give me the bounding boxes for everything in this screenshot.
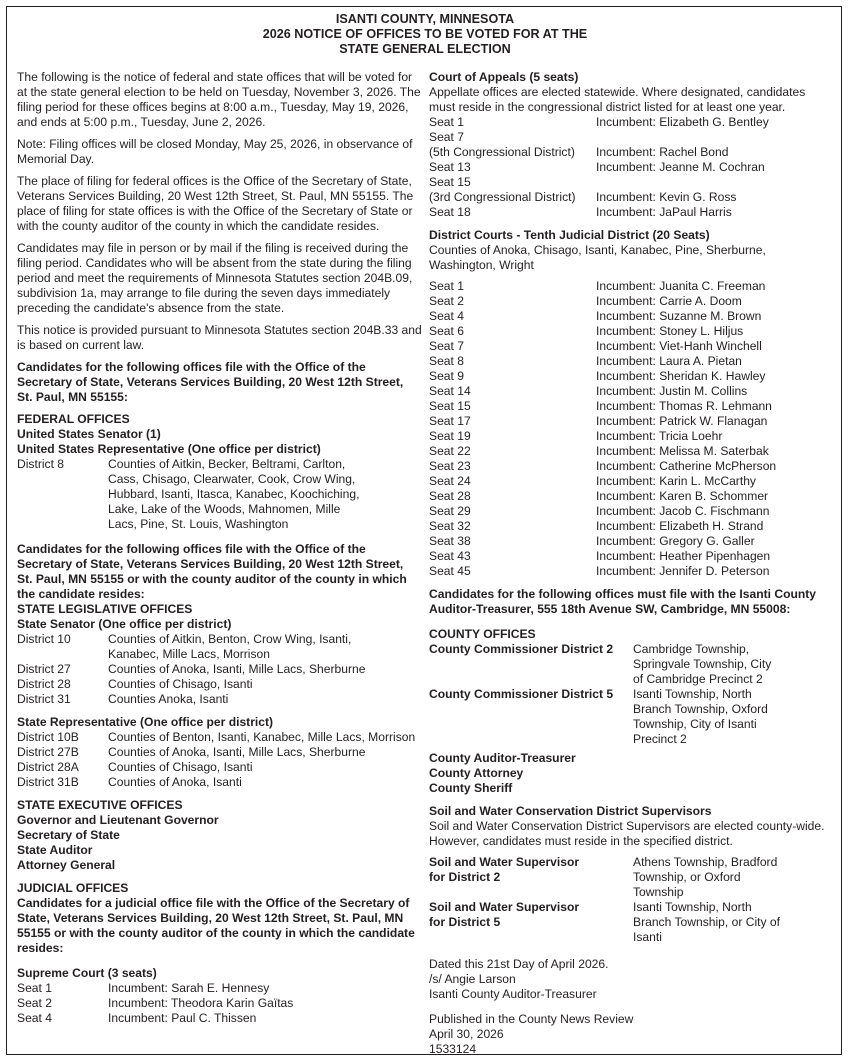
notice-id: 1533124 (429, 1042, 477, 1056)
county-office: County Auditor-Treasurer (429, 751, 576, 765)
swcd-note: Soil and Water Conservation District Supervisors are elected county-wide. However, candidates must reside in the specified district. (429, 819, 825, 848)
district-counties: Counties of Anoka, Chisago, Isanti, Kanabec, Pine, Sherburne, Washington, Wright (429, 243, 766, 272)
signer-title: Isanti County Auditor-Treasurer (429, 987, 597, 1001)
exec-office: Governor and Lieutenant Governor (17, 813, 219, 827)
state-legislative-heading: STATE LEGISLATIVE OFFICES (17, 602, 193, 616)
supreme-seat-row: Seat 4 Incumbent: Paul C. Thissen (17, 1011, 257, 1025)
district-seat-row: Seat 38 Incumbent: Gregory G. Galler (429, 534, 755, 548)
district-seat-row: Seat 23 Incumbent: Catherine McPherson (429, 459, 777, 473)
commissioner-row: County Commissioner District 5 Isanti Township, North Branch Township, Oxford Township, City of Isanti Precinct 2 (429, 687, 768, 746)
state-filing-instructions: Candidates for the following offices file with the Office of the Secretary of State, Veterans Services Building, 20 West 12th Street, St. Paul, MN 55155 or with the county auditor of the county in which the candidate resides: (17, 542, 407, 601)
right-column (429, 70, 834, 1057)
federal-filing-instructions: Candidates for the following offices file with the Office of the Secretary of State, Veterans Services Building, 20 West 12th Street, St. Paul, MN 55155: (17, 360, 404, 404)
district-seat-row: Seat 1 Incumbent: Juanita C. Freeman (429, 279, 766, 293)
swcd-row: Soil and Water Supervisor for District 2 Athens Township, Bradford Township, or Oxford Township (429, 855, 778, 899)
judicial-filing-instructions: Candidates for a judicial office file with the Office of the Secretary of State, Veterans Services Building, 20 West 12th Street, St. Paul, MN 55155 or with the county auditor of the county in which the candidate resides: (17, 896, 415, 955)
judicial-heading: JUDICIAL OFFICES (17, 881, 129, 895)
state-senator-heading: State Senator (One office per district) (17, 617, 232, 631)
district-seat-row: Seat 17 Incumbent: Patrick W. Flanagan (429, 414, 768, 428)
header-line-3: STATE GENERAL ELECTION (339, 42, 511, 56)
district-seat-row: Seat 19 Incumbent: Tricia Loehr (429, 429, 723, 443)
appeals-seat-row: Seat 7 (429, 130, 464, 144)
state-representative-heading: State Representative (One office per district) (17, 715, 274, 729)
supreme-seat-row: Seat 1 Incumbent: Sarah E. Hennesy (17, 981, 270, 995)
published-date: April 30, 2026 (429, 1027, 504, 1041)
district-seat-row: Seat 15 Incumbent: Thomas R. Lehmann (429, 399, 772, 413)
appeals-note: Appellate offices are elected statewide. Where designated, candidates must reside in the congressional district listed for at least one year. (429, 85, 806, 114)
appeals-seat-row: Seat 18 Incumbent: JaPaul Harris (429, 205, 732, 219)
swcd-row: Soil and Water Supervisor for District 5 Isanti Township, North Branch Township, or City of Isanti (429, 900, 780, 944)
district-seat-row: Seat 6 Incumbent: Stoney L. Hiljus (429, 324, 744, 338)
county-office: County Attorney (429, 766, 524, 780)
district-seat-row: Seat 43 Incumbent: Heather Pipenhagen (429, 549, 771, 563)
district-seat-row: Seat 32 Incumbent: Elizabeth H. Strand (429, 519, 764, 533)
district-seat-row: Seat 9 Incumbent: Sheridan K. Hawley (429, 369, 766, 383)
district-seat-row: Seat 24 Incumbent: Karin L. McCarthy (429, 474, 756, 488)
appeals-seat-row: Seat 13 Incumbent: Jeanne M. Cochran (429, 160, 765, 174)
appeals-seat-row: (3rd Congressional District) Incumbent: Kevin G. Ross (429, 190, 737, 204)
exec-office: Secretary of State (17, 828, 120, 842)
district-seat-row: Seat 4 Incumbent: Suzanne M. Brown (429, 309, 762, 323)
notice-header (0, 12, 850, 57)
senate-district-row: District 10 Counties of Aitkin, Benton, Crow Wing, Isanti, Kanabec, Mille Lacs, Morrison (17, 632, 352, 661)
commissioner-row: County Commissioner District 2 Cambridge Township, Springvale Township, City of Cambridge Precinct 2 (429, 642, 772, 686)
district-seat-row: Seat 8 Incumbent: Laura A. Pietan (429, 354, 742, 368)
intro-paragraph: This notice is provided pursuant to Minnesota Statutes section 204B.33 and is based on current law. (17, 323, 422, 352)
senate-district-row: District 28 Counties of Chisago, Isanti (17, 677, 253, 691)
district-seat-row: Seat 14 Incumbent: Justin M. Collins (429, 384, 748, 398)
district-seat-row: Seat 28 Incumbent: Karen B. Schommer (429, 489, 769, 503)
senate-district-row: District 27 Counties of Anoka, Isanti, Mille Lacs, Sherburne (17, 662, 366, 676)
district-label: District 8 (17, 457, 65, 471)
federal-offices-heading: FEDERAL OFFICES (17, 412, 130, 426)
exec-office: State Auditor (17, 843, 93, 857)
county-offices-heading: COUNTY OFFICES (429, 627, 536, 641)
published-line: Published in the County News Review (429, 1012, 634, 1026)
district-courts-heading: District Courts - Tenth Judicial District (20 Seats) (429, 228, 710, 242)
intro-paragraph: The place of filing for federal offices is the Office of the Secretary of State, Veterans Services Building, 20 West 12th Street, St. Paul, MN 55155. The place of filing for state offices is with the Office of the Secretary of State or with the county auditor of the county in which the candidate resides. (17, 174, 414, 233)
district-seats-list (429, 279, 834, 579)
state-executive-heading: STATE EXECUTIVE OFFICES (17, 798, 183, 812)
us-senator-heading: United States Senator (1) (17, 427, 161, 441)
header-line-2: 2026 NOTICE OF OFFICES TO BE VOTED FOR AT THE (262, 27, 588, 41)
header-line-1: ISANTI COUNTY, MINNESOTA (335, 12, 515, 26)
intro-paragraph: Candidates may file in person or by mail if the filing is received during the filing period. Candidates who will be absent from the state during the filing period and meet the requirements of Minnesota Statutes section 204B.09, subdivision 1a, may arrange to file during the seven days immediately preceding the candidate's absence from the state. (17, 241, 413, 315)
supreme-court-heading: Supreme Court (3 seats) (17, 966, 157, 980)
appeals-seat-row: (5th Congressional District) Incumbent: Rachel Bond (429, 145, 729, 159)
house-district-row: District 10B Counties of Benton, Isanti, Kanabec, Mille Lacs, Morrison (17, 730, 416, 744)
district-seat-row: Seat 45 Incumbent: Jennifer D. Peterson (429, 564, 770, 578)
district-seat-row: Seat 7 Incumbent: Viet-Hanh Winchell (429, 339, 762, 353)
county-filing-instructions: Candidates for the following offices must file with the Isanti County Auditor-Treasurer, 555 18th Avenue SW, Cambridge, MN 55008: (429, 587, 817, 616)
exec-office: Attorney General (17, 858, 116, 872)
senate-district-row: District 31 Counties Anoka, Isanti (17, 692, 229, 706)
district-seat-row: Seat 22 Incumbent: Melissa M. Saterbak (429, 444, 769, 458)
swcd-heading: Soil and Water Conservation District Supervisors (429, 804, 712, 818)
appeals-seat-row: Seat 1 Incumbent: Elizabeth G. Bentley (429, 115, 769, 129)
left-column (17, 70, 422, 1026)
appeals-seat-row: Seat 15 (429, 175, 471, 189)
house-district-row: District 31B Counties of Anoka, Isanti (17, 775, 242, 789)
signature-line: /s/ Angie Larson (429, 972, 516, 986)
us-representative-heading: United States Representative (One office per district) (17, 442, 321, 456)
county-office: County Sheriff (429, 781, 513, 795)
intro-paragraph: The following is the notice of federal and state offices that will be voted for at the state general election to be held on Tuesday, November 3, 2026. The filing period for these offices begins at 8:00 a.m., Tuesday, May 19, 2026, and ends at 5:00 p.m., Tuesday, June 2, 2026. (17, 70, 421, 129)
us-rep-district-row (17, 457, 422, 532)
dated-line: Dated this 21st Day of April 2026. (429, 957, 609, 971)
intro-paragraph: Note: Filing offices will be closed Monday, May 25, 2026, in observance of Memorial Day. (17, 137, 413, 166)
district-seat-row: Seat 2 Incumbent: Carrie A. Doom (429, 294, 742, 308)
district-counties: Counties of Aitkin, Becker, Beltrami, Carlton, Cass, Chisago, Clearwater, Cook, Crow Wing, Hubbard, Isanti, Itasca, Kanabec, Koochiching, Lake, Lake of the Woods, Mahnomen, Mille Lacs, Pine, St. Louis, Washington (108, 457, 360, 531)
supreme-seat-row: Seat 2 Incumbent: Theodora Karin Gaïtas (17, 996, 294, 1010)
district-seat-row: Seat 29 Incumbent: Jacob C. Fischmann (429, 504, 770, 518)
house-district-row: District 27B Counties of Anoka, Isanti, Mille Lacs, Sherburne (17, 745, 366, 759)
court-of-appeals-heading: Court of Appeals (5 seats) (429, 70, 579, 84)
house-district-row: District 28A Counties of Chisago, Isanti (17, 760, 253, 774)
